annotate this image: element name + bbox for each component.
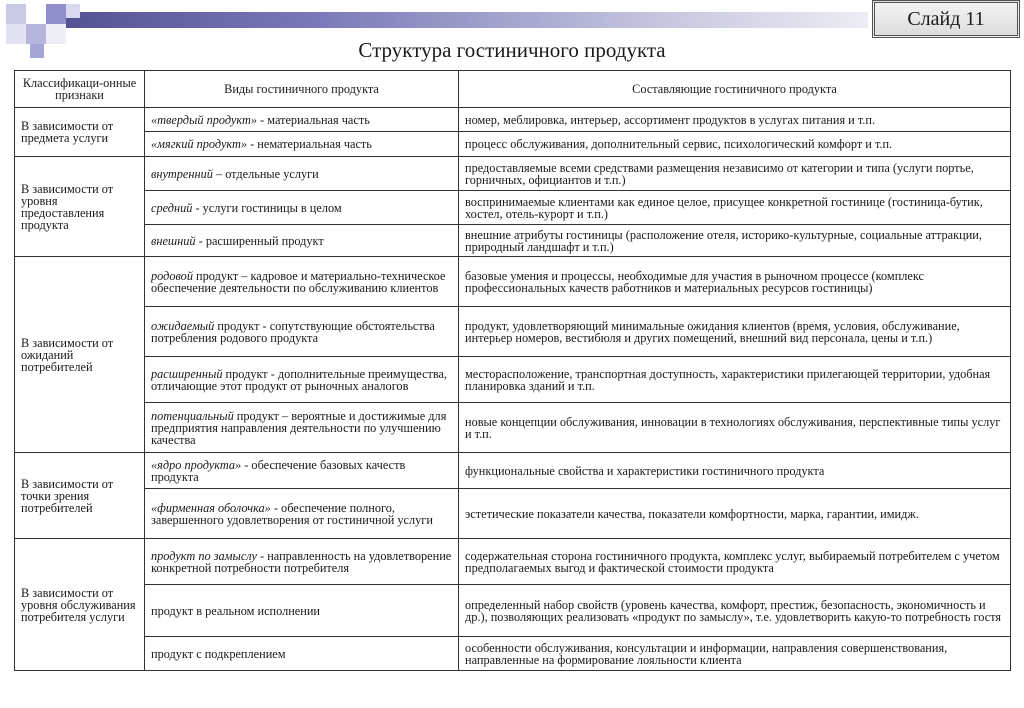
product-type-description: – отдельные услуги [212,166,319,181]
product-type-term: расширенный [151,366,223,381]
product-structure-table [14,70,1011,671]
product-type-cell [145,585,459,637]
component-cell: базовые умения и процессы, необходимые для участия в рыночном процессе (комплекс профессиональных качеств работников и материальных ресурсов гостиницы) [459,257,1011,307]
header-components: Составляющие гостиничного продукта [459,71,1011,108]
product-type-term: внутренний [151,166,213,181]
component-cell: эстетические показатели качества, показатели комфортности, марка, гарантии, имидж. [459,489,1011,539]
product-type-term: потенциальный [151,408,234,423]
product-type-term: «мягкий продукт» [151,137,248,151]
table-row [15,489,1011,539]
component-cell: определенный набор свойств (уровень качества, комфорт, престиж, безопасность, экономичность и др.), позволяющих реализовать «продукт по замыслу», т.е. удовлетворить какую-то потребность гостя [459,585,1011,637]
component-cell: воспринимаемые клиентами как единое целое, присущее конкретной гостинице (гостиница-бутик, хостел, отель-курорт и т.п.) [459,191,1011,225]
table-row [15,225,1011,257]
component-cell: процесс обслуживания, дополнительный сервис, психологический комфорт и т.п. [459,132,1011,157]
product-type-cell [145,191,459,225]
product-type-term: ожидаемый [151,318,215,333]
component-cell: функциональные свойства и характеристики гостиничного продукта [459,453,1011,489]
criterion-cell: В зависимости от ожиданий потребителей [15,257,145,453]
product-type-description: - обеспечение полного, завершенного удовлетворения от гостиничной услуги [151,500,433,527]
product-type-cell [145,403,459,453]
header-gradient-bar [8,12,868,28]
product-type-cell [145,453,459,489]
product-type-description: - нематериальная часть [247,137,372,151]
table-row [15,257,1011,307]
product-type-description: продукт в реальном исполнении [151,603,321,618]
product-type-term: родовой [151,268,193,283]
table-header-row [15,71,1011,108]
table-row [15,403,1011,453]
component-cell: продукт, удовлетворяющий минимальные ожидания клиентов (время, условия, обслуживание, интерьер номеров, вестибюля и других помещений, внешний вид персонала, цены и т.п.) [459,307,1011,357]
product-type-description: - расширенный продукт [195,233,324,248]
table-row [15,191,1011,225]
product-type-description: - обеспечение базовых качеств продукта [151,457,406,484]
component-cell: номер, меблировка, интерьер, ассортимент продуктов в услугах питания и т.п. [459,108,1011,132]
component-cell: новые концепции обслуживания, инновации в технологиях обслуживания, перспективные типы услуг и т.п. [459,403,1011,453]
component-cell: внешние атрибуты гостиницы (расположение отеля, историко-культурные, социальные аттракции, природный ландшафт и т.п.) [459,225,1011,257]
decor-square [46,4,66,24]
product-type-cell [145,489,459,539]
product-type-term: «ядро продукта» [151,457,242,472]
table-row [15,585,1011,637]
product-type-cell [145,307,459,357]
product-type-description: - материальная часть [257,112,370,127]
page-title: Структура гостиничного продукта [358,38,666,62]
component-cell: месторасположение, транспортная доступность, характеристики прилегающей территории, удобная планировка зданий и т.п. [459,357,1011,403]
product-type-description: - услуги гостиницы в целом [192,200,342,215]
product-type-cell [145,225,459,257]
product-type-term: средний [151,200,193,215]
criterion-cell: В зависимости от уровня обслуживания потребителя услуги [15,539,145,671]
header-classification: Классификаци-онные признаки [15,71,145,108]
product-type-description: продукт - сопутствующие обстоятельства потребления родового продукта [151,318,435,345]
header-product-types: Виды гостиничного продукта [145,71,459,108]
product-type-cell [145,357,459,403]
product-type-description: продукт с подкреплением [151,646,286,661]
table-row [15,357,1011,403]
criterion-cell: В зависимости от точки зрения потребителей [15,453,145,539]
product-type-description: продукт – вероятные и достижимые для предприятия направления деятельности по улучшению качества [151,408,447,447]
product-type-term: продукт по замыслу [151,548,257,563]
product-type-description: - направленность на удовлетворение конкретной потребности потребителя [151,548,452,575]
product-type-term: «фирменная оболочка» [151,500,271,515]
product-type-cell [145,108,459,132]
table-row [15,108,1011,132]
product-type-term: внешний [151,233,196,248]
product-type-term: «твердый продукт» [151,112,258,127]
table-row [15,539,1011,585]
table-row [15,307,1011,357]
product-type-cell [145,257,459,307]
product-type-cell [145,132,459,157]
component-cell: содержательная сторона гостиничного продукта, комплекс услуг, выбираемый потребителем с учетом предполагаемых выгод и фактической стоимости продукта [459,539,1011,585]
product-type-cell [145,157,459,191]
component-cell: предоставляемые всеми средствами размещения независимо от категории и типа (услуги портье, горничных, официантов и т.п.) [459,157,1011,191]
decor-square [66,4,80,18]
table-row [15,132,1011,157]
product-type-description: продукт - дополнительные преимущества, отличающие этот продукт от рыночных аналогов [151,366,448,393]
decor-square [6,4,26,24]
component-cell: особенности обслуживания, консультации и информации, направления совершенствования, направленные на формирование лояльности клиента [459,637,1011,671]
criterion-cell: В зависимости от предмета услуги [15,108,145,157]
table-body [15,108,1011,671]
table-row [15,453,1011,489]
product-type-cell [145,637,459,671]
criterion-cell: В зависимости от уровня предоставления продукта [15,157,145,257]
table-row [15,157,1011,191]
product-type-description: продукт – кадровое и материально-техническое обеспечение деятельности по обслуживанию клиентов [151,268,446,295]
decor-square [26,4,46,24]
table-row [15,637,1011,671]
product-type-cell [145,539,459,585]
slide-number-badge: Слайд 11 [872,0,1020,38]
